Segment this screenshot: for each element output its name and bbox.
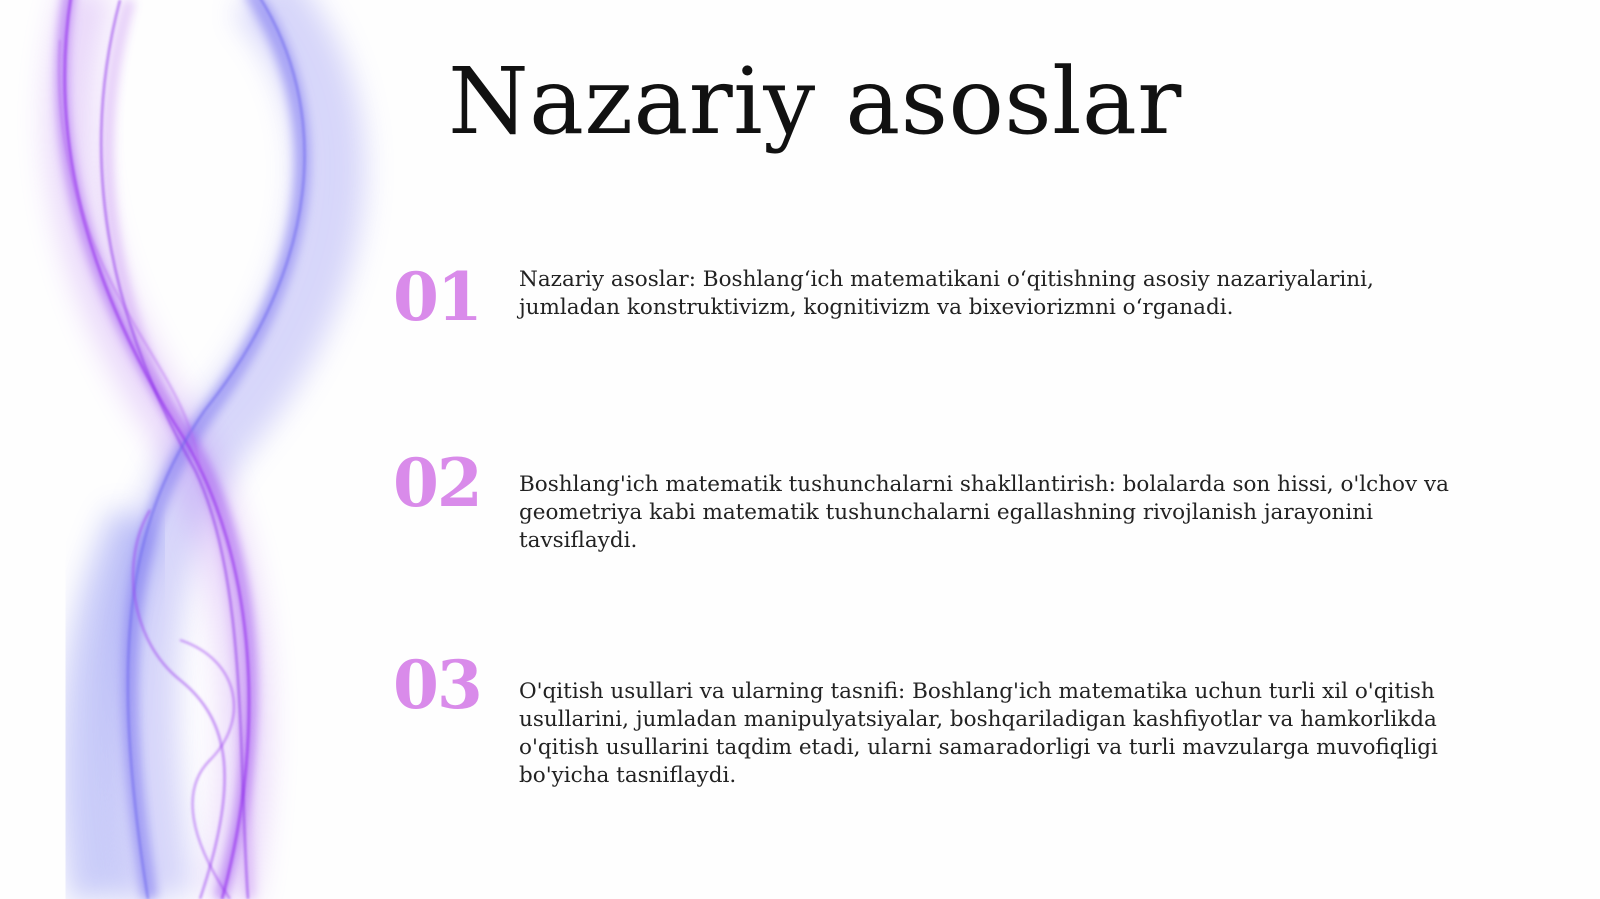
item-number-03: 03 xyxy=(393,646,481,724)
item-text-02: Boshlang'ich matematik tushunchalarni shakllantirish: bolalarda son hissi, o'lchov va geometriya kabi matematik tushunchalarni egallashning rivojlanish jarayonini tavsiflaydi. xyxy=(519,472,1449,553)
smoke-ribbon-decoration xyxy=(0,0,400,899)
item-number-02: 02 xyxy=(393,444,481,522)
item-number-01: 01 xyxy=(393,258,481,336)
slide-title: Nazariy asoslar xyxy=(448,48,1182,155)
item-text-01: Nazariy asoslar: Boshlang‘ich matematikani o‘qitishning asosiy nazariyalarini, jumladan konstruktivizm, kognitivizm va bixeviorizmni o‘rganadi. xyxy=(519,267,1374,320)
item-text-03: O'qitish usullari va ularning tasnifi: Boshlang'ich matematika uchun turli xil o'qitish usullarini, jumladan manipulyatsiyalar, boshqariladigan kashfiyotlar va hamkorlikda o'qitish usullarini taqdim etadi, ularni samaradorligi va turli mavzularga muvofiqligi bo'yicha tasniflaydi. xyxy=(519,679,1438,788)
